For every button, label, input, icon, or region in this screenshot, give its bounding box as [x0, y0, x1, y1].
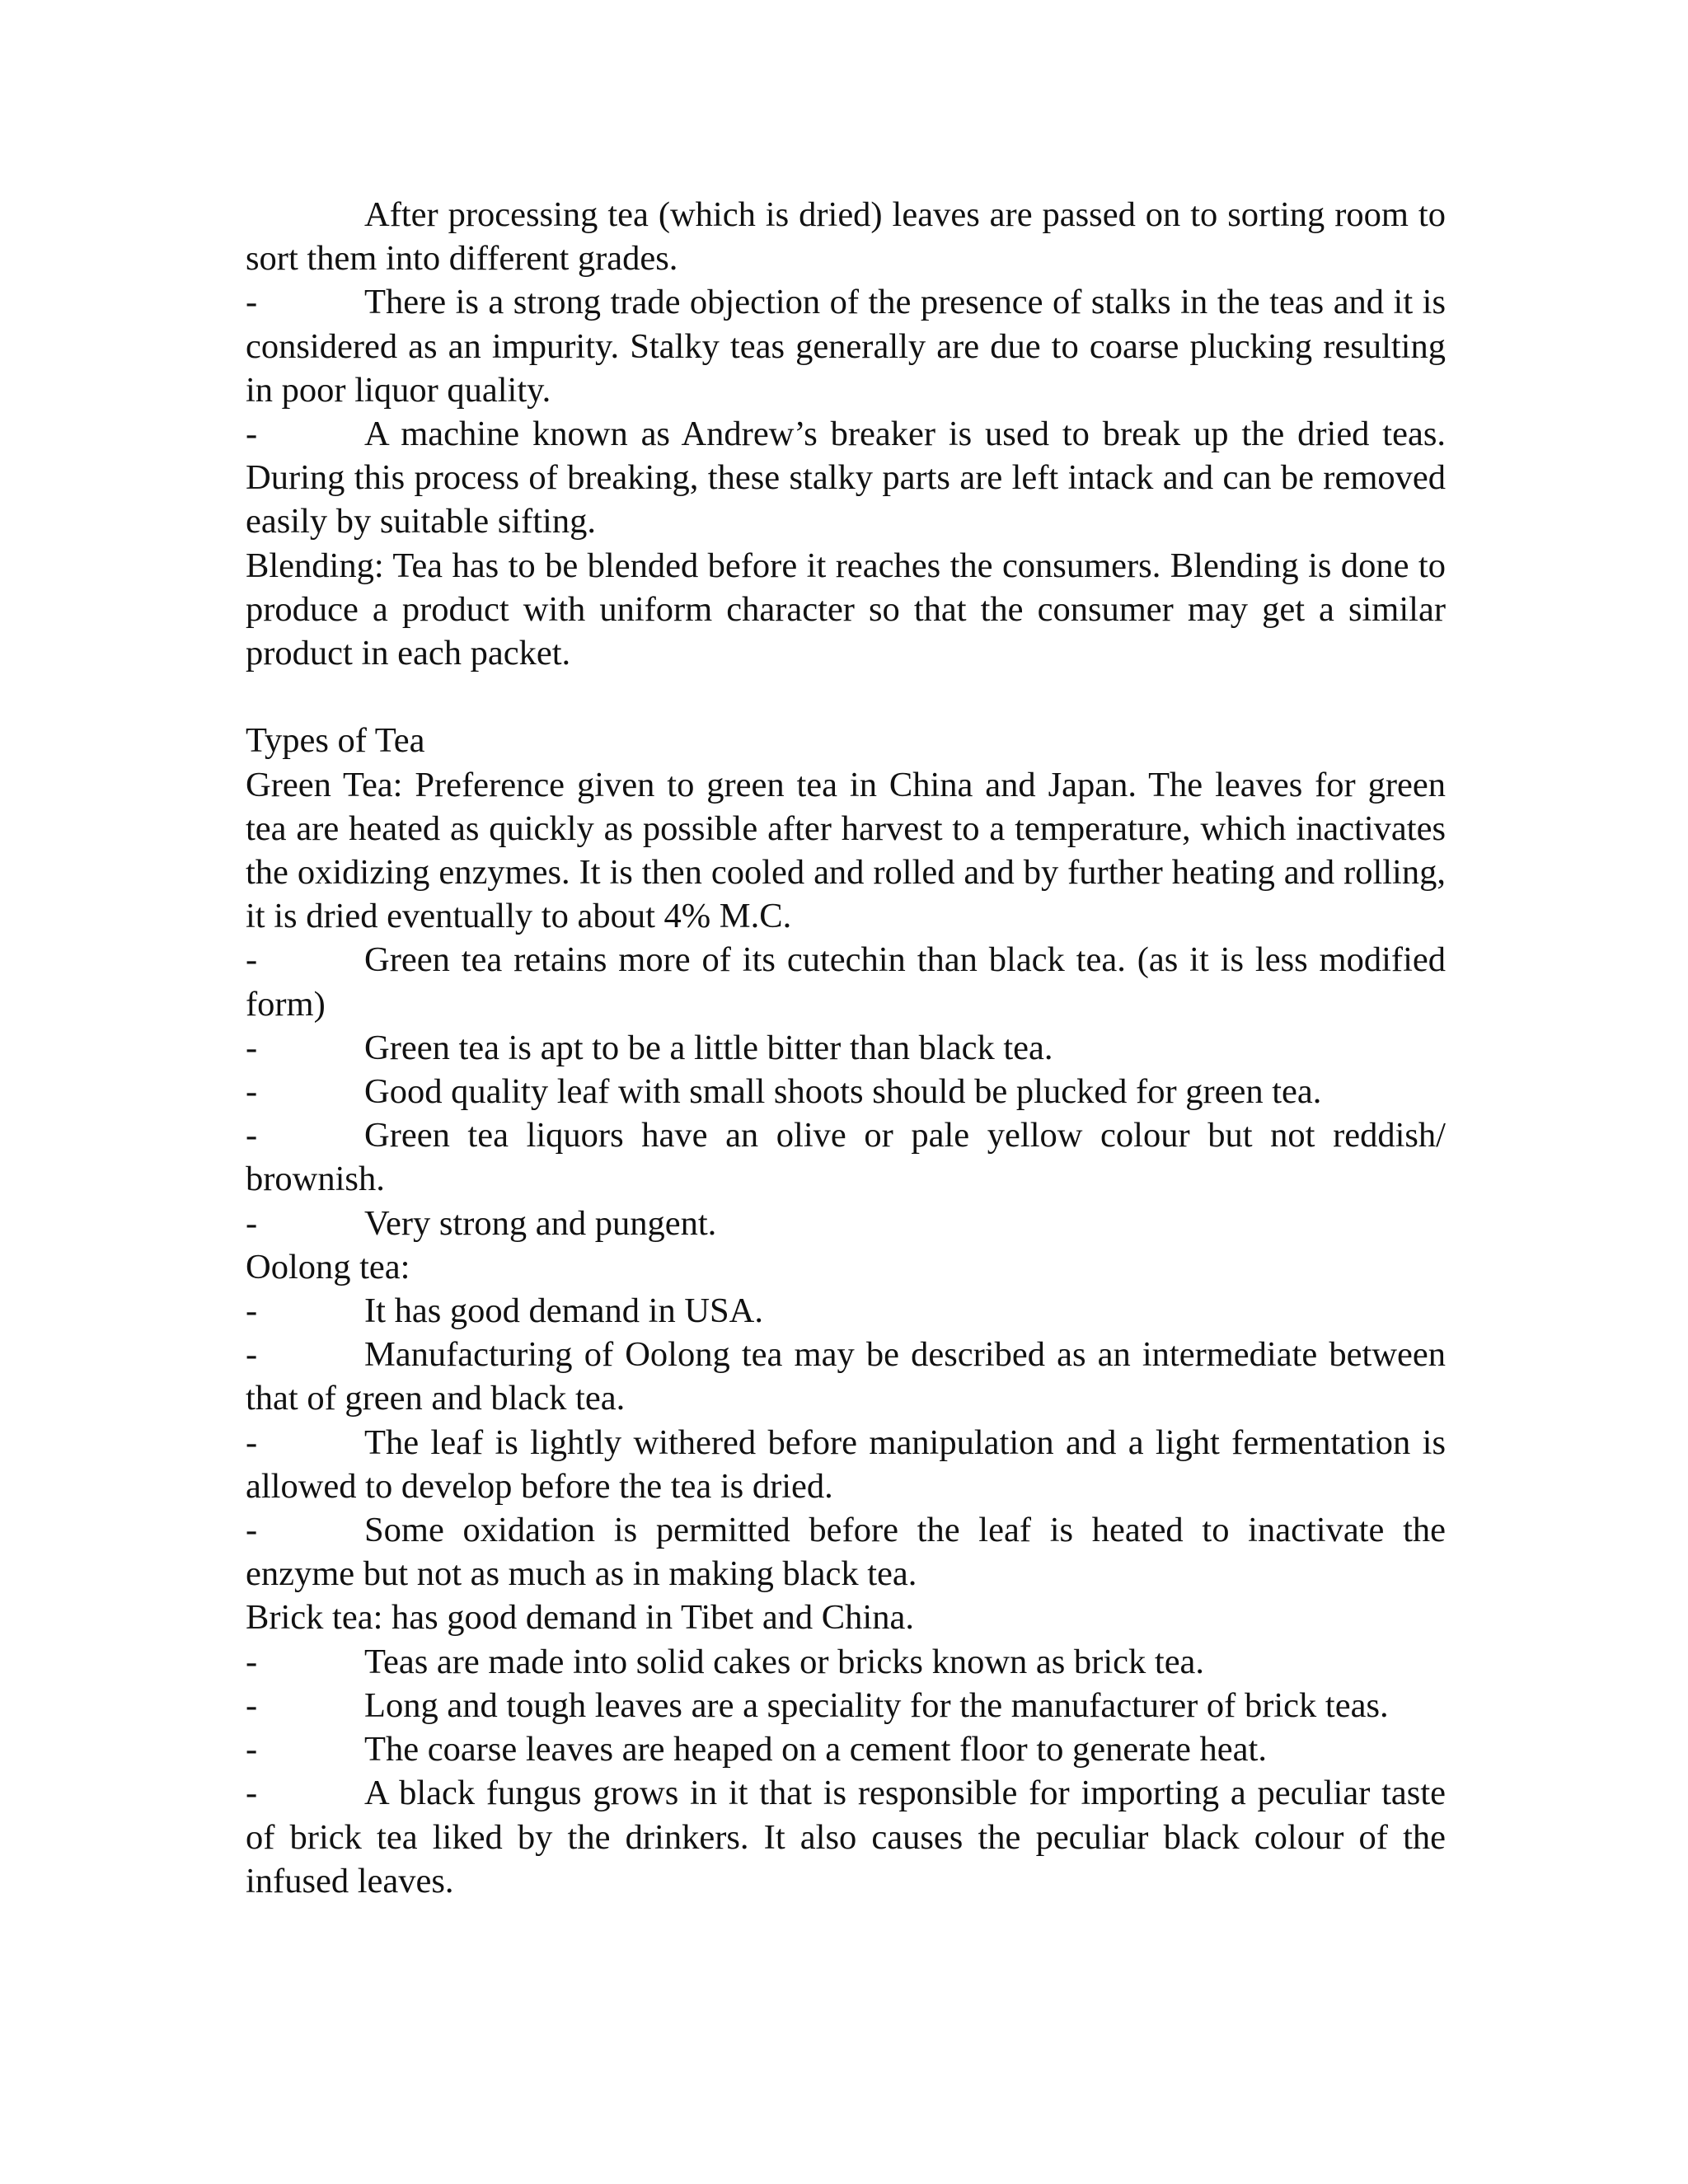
list-item-text: Very strong and pungent. [364, 1203, 717, 1243]
list-dash: - [246, 1335, 258, 1375]
list-item [246, 1727, 1446, 1771]
list-dash: - [246, 415, 258, 454]
list-item [246, 1684, 1446, 1727]
list-item-text: Good quality leaf with small shoots should be plucked for green tea. [364, 1072, 1322, 1112]
list-item [246, 1289, 1446, 1333]
blank-line [246, 675, 1446, 719]
list-dash: - [246, 1116, 258, 1155]
section-heading-types-of-tea: Types of Tea [246, 721, 425, 761]
list-item [246, 1026, 1446, 1070]
list-item-text: It has good demand in USA. [364, 1291, 763, 1331]
list-item [246, 1333, 1446, 1420]
list-item [246, 1202, 1446, 1245]
intro-paragraph: After processing tea (which is dried) leaves are passed on to sorting room to sort them into different grades. [246, 195, 1446, 279]
green-tea-paragraph: Green Tea: Preference given to green tea in China and Japan. The leaves for green tea are heated as quickly as possible after harvest to a temperature, which inactivates the oxidizing enzymes. It is then cooled and rolled and by further heating and rolling, it is dried eventually to about 4% M.C. [246, 765, 1446, 936]
list-item-text: Manufacturing of Oolong tea may be described as an intermediate between that of green and black tea. [246, 1335, 1446, 1418]
list-item [246, 280, 1446, 412]
list-item [246, 1421, 1446, 1508]
list-item-text: There is a strong trade objection of the presence of stalks in the teas and it is considered as an impurity. Stalky teas generally are due to coarse plucking resulting in poor liquor quality. [246, 283, 1446, 410]
list-item [246, 1640, 1446, 1684]
list-item-text: A black fungus grows in it that is responsible for importing a peculiar taste of brick tea liked by the drinkers. It also causes the peculiar black colour of the infused leaves. [246, 1774, 1446, 1900]
list-item-text: Green tea is apt to be a little bitter than black tea. [364, 1028, 1053, 1067]
list-item-text: Some oxidation is permitted before the leaf is heated to inactivate the enzyme but not as much as in making black tea. [246, 1511, 1446, 1594]
list-item-text: Teas are made into solid cakes or bricks known as brick tea. [364, 1642, 1205, 1681]
list-dash: - [246, 283, 258, 322]
list-dash: - [246, 1072, 258, 1112]
list-item-text: Green tea retains more of its cutechin than black tea. (as it is less modified form) [246, 940, 1446, 1024]
list-item-text: The leaf is lightly withered before manipulation and a light fermentation is allowed to develop before the tea is dried. [246, 1422, 1446, 1506]
list-item [246, 1771, 1446, 1903]
list-item [246, 412, 1446, 544]
list-dash: - [246, 1203, 258, 1243]
blending-paragraph: Blending: Tea has to be blended before it reaches the consumers. Blending is done to produce a product with uniform character so that the consumer may get a similar product in each packet. [246, 546, 1446, 673]
list-item [246, 1113, 1446, 1201]
list-dash: - [246, 1291, 258, 1331]
list-item-text: Long and tough leaves are a speciality for the manufacturer of brick teas. [364, 1685, 1389, 1725]
section-heading-brick-tea: Brick tea: has good demand in Tibet and China. [246, 1598, 914, 1638]
list-item [246, 938, 1446, 1025]
list-dash: - [246, 940, 258, 980]
document-page [246, 193, 1446, 1903]
list-item [246, 1508, 1446, 1596]
list-dash: - [246, 1774, 258, 1813]
list-dash: - [246, 1028, 258, 1067]
list-dash: - [246, 1730, 258, 1769]
list-dash: - [246, 1511, 258, 1550]
list-item-text: Green tea liquors have an olive or pale yellow colour but not reddish/ brownish. [246, 1116, 1446, 1199]
section-heading-oolong-tea: Oolong tea: [246, 1247, 410, 1286]
list-item-text: A machine known as Andrew’s breaker is used to break up the dried teas. During this process of breaking, these stalky parts are left intack and can be removed easily by suitable sifting. [246, 415, 1446, 541]
list-item-text: The coarse leaves are heaped on a cement floor to generate heat. [364, 1730, 1267, 1769]
list-dash: - [246, 1685, 258, 1725]
list-dash: - [246, 1642, 258, 1681]
list-dash: - [246, 1422, 258, 1462]
list-item [246, 1070, 1446, 1113]
